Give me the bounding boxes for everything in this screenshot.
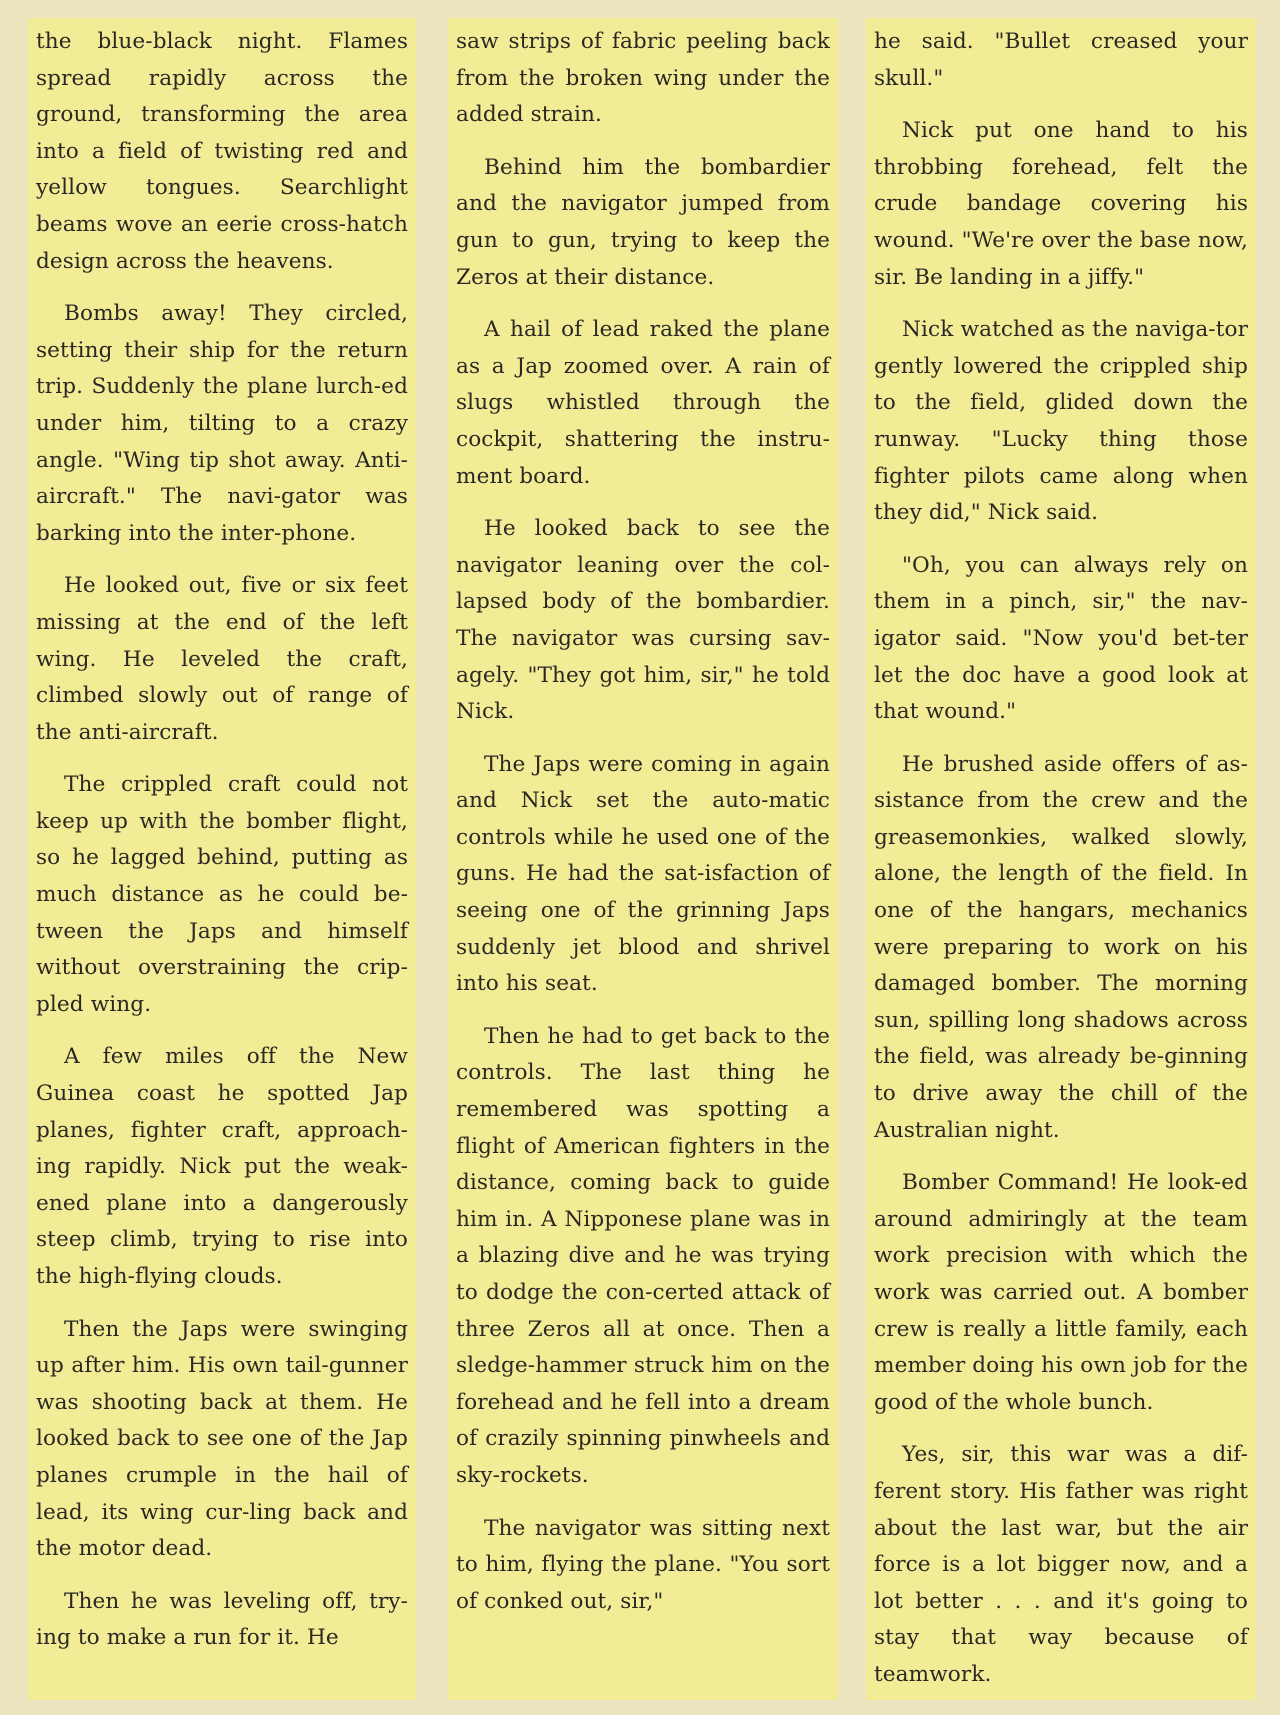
paragraph: He looked back to see the navigator leaning over the col-lapsed body of the bombardier. The navigator was cursing sav-agely. "They got him, sir," he told Nick. bbox=[456, 516, 830, 725]
paragraph: "Oh, you can always rely on them in a pinch, sir," the nav-igator said. "Now you'd bet-ter let the doc have a good look at that wound." bbox=[874, 552, 1248, 725]
paragraph: He looked out, five or six feet missing at the end of the left wing. He leveled the craft, climbed slowly out of range of the anti-aircraft. bbox=[36, 573, 408, 745]
paragraph: Nick put one hand to his throbbing forehead, felt the crude bandage covering his wound. "We're over the base now, sir. Be landing in a jiffy." bbox=[874, 118, 1248, 290]
paragraph: the blue-black night. Flames spread rapidly across the ground, transforming the area into a field of twisting red and yellow tongues. Searchlight beams wove an eerie cross-hatch design across the heavens. bbox=[36, 29, 408, 274]
paragraph: Behind him the bombardier and the navigator jumped from gun to gun, trying to keep the Zeros at their distance. bbox=[456, 154, 830, 290]
paragraph: He brushed aside offers of as-sistance from the crew and the greasemonkies, walked slowly, alone, the length of the field. In one of the hangars, mechanics were preparing to work on his damaged bomber. The morning sun, spilling long shadows across the field, was already be-ginning to drive away the chill of the Australian night. bbox=[874, 751, 1248, 1143]
paragraph: The Japs were coming in again and Nick set the auto-matic controls while he used one of the guns. He had the sat-isfaction of seeing one of the grinning Japs suddenly jet blood and shrivel into his seat. bbox=[456, 751, 830, 997]
paragraph: he said. "Bullet creased your skull." bbox=[874, 29, 1248, 91]
text-column-middle bbox=[448, 18, 838, 1700]
paragraph: Yes, sir, this war was a dif-ferent story. His father was right about the last war, but the air force is a lot bigger now, and a lot better . . . and it's going to stay that way because of teamwork. bbox=[874, 1442, 1248, 1687]
paragraph: Then he was leveling off, try-ing to make a run for it. He bbox=[36, 1588, 408, 1651]
paragraph: Then the Japs were swinging up after him. His own tail-gunner was shooting back at them. He looked back to see one of the Jap planes crumple in the hail of lead, its wing cur-ling back and the motor dead. bbox=[36, 1316, 408, 1562]
paragraph: A few miles off the New Guinea coast he spotted Jap planes, fighter craft, approach-ing rapidly. Nick put the weak-ened plane into a dangerously steep climb, trying to rise into the high-flying clouds. bbox=[36, 1044, 408, 1289]
paragraph: The navigator was sitting next to him, flying the plane. "You sort of conked out, sir," bbox=[456, 1515, 830, 1614]
paragraph: Bomber Command! He look-ed around admiringly at the team work precision with which the work was carried out. A bomber crew is really a little family, each member doing his own job for the good of the whole bunch. bbox=[874, 1170, 1248, 1415]
paragraph: A hail of lead raked the plane as a Jap zoomed over. A rain of slugs whistled through the cockpit, shattering the instru-ment board. bbox=[456, 317, 830, 489]
paragraph: The crippled craft could not keep up with the bomber flight, so he lagged behind, putting as much distance as he could be-tween the Japs and himself without overstraining the crip-pled wing. bbox=[36, 772, 408, 1017]
paragraph: saw strips of fabric peeling back from the broken wing under the added strain. bbox=[456, 29, 830, 128]
paragraph: Then he had to get back to the controls. The last thing he remembered was spotting a flight of American fighters in the distance, coming back to guide him in. A Nipponese plane was in a blazing dive and he was trying to dodge the con-certed attack of three Zeros all at once. Then a sledge-hammer struck him on the forehead and he fell into a dream of crazily spinning pinwheels and sky-rockets. bbox=[456, 1023, 830, 1488]
text-column-right bbox=[866, 18, 1256, 1700]
text-column-left bbox=[28, 18, 416, 1700]
paragraph: Bombs away! They circled, setting their ship for the return trip. Suddenly the plane lurch-ed under him, tilting to a crazy angle. "Wing tip shot away. Anti-aircraft." The navi-gator was barking into the inter-phone. bbox=[36, 301, 408, 546]
paragraph: Nick watched as the naviga-tor gently lowered the crippled ship to the field, glided down the runway. "Lucky thing those fighter pilots came along when they did," Nick said. bbox=[874, 317, 1248, 526]
